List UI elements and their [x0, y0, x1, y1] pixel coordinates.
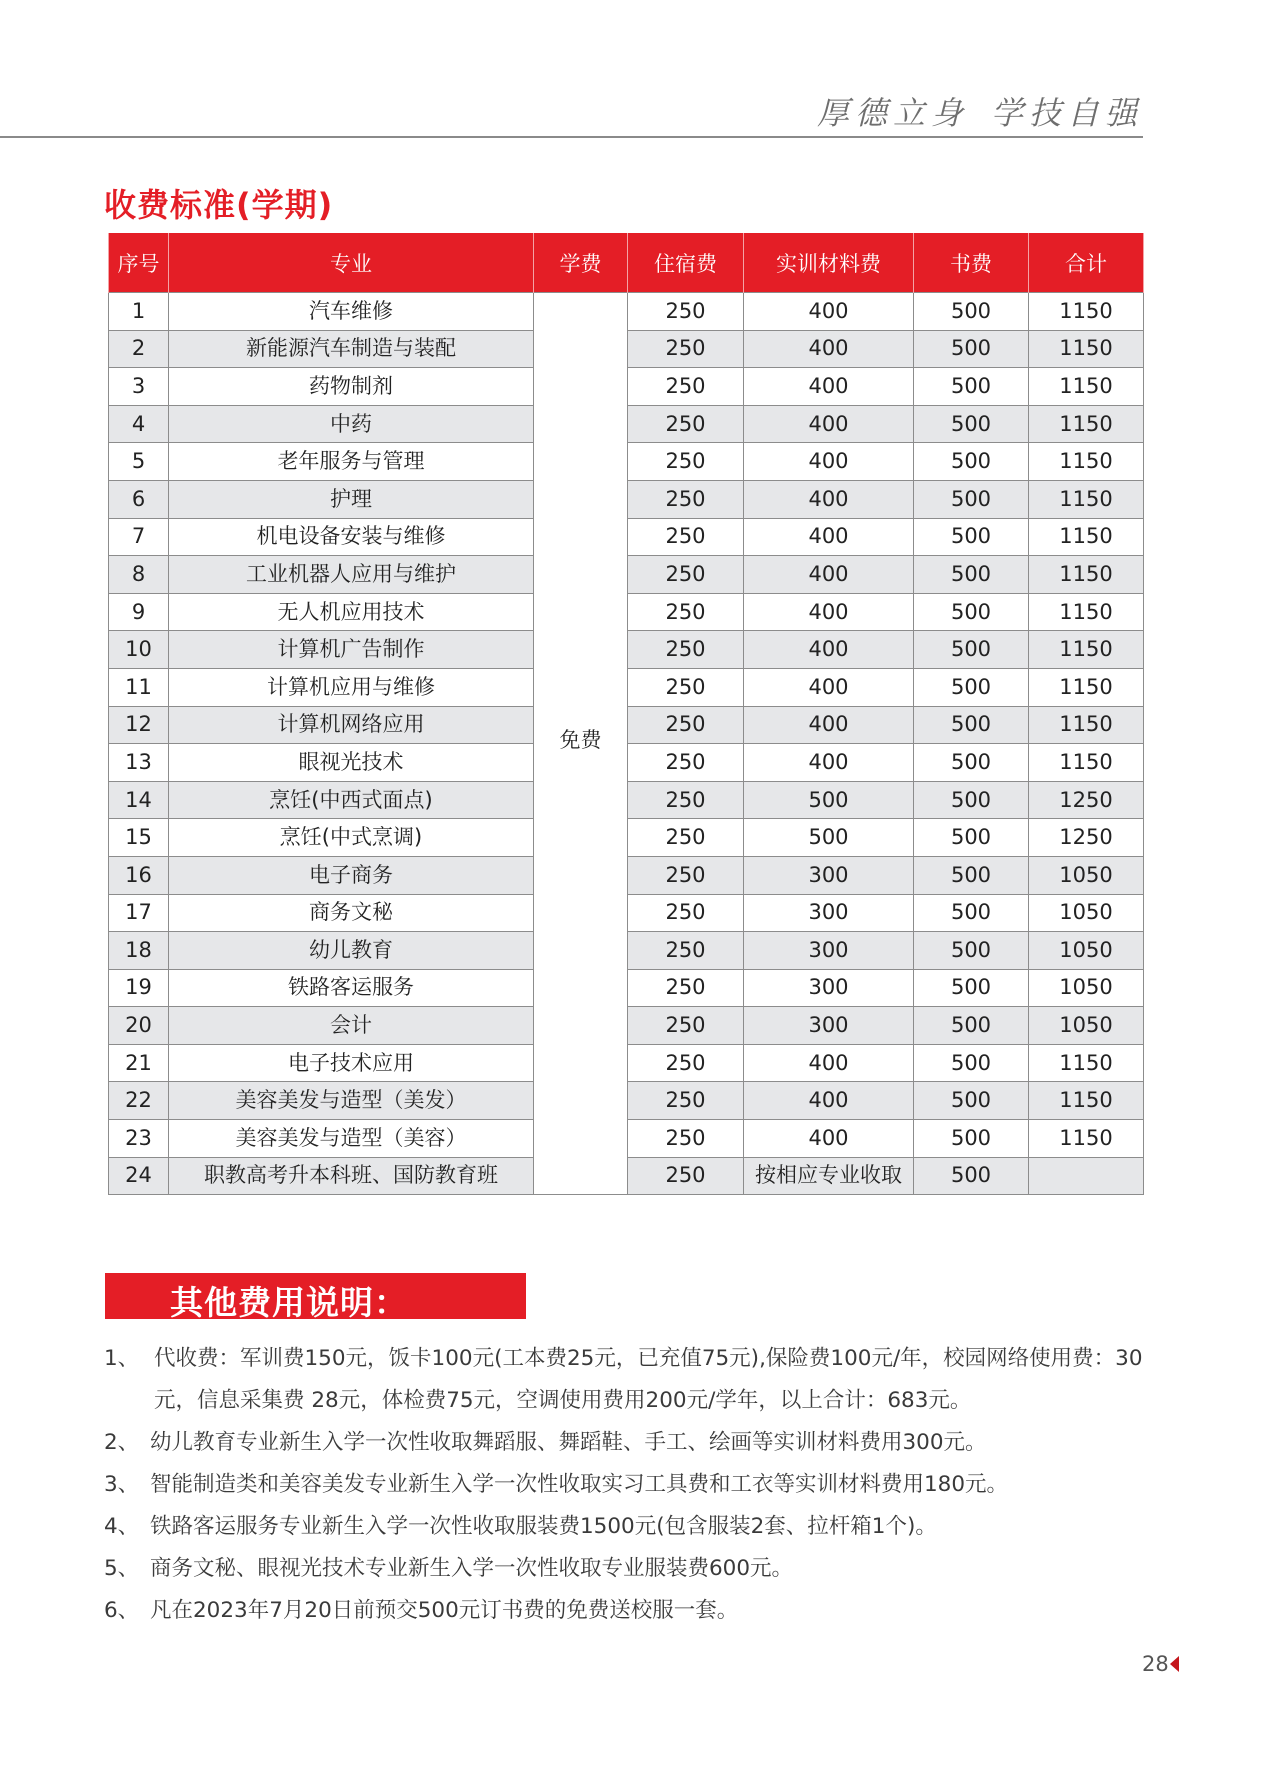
cell-major: 计算机广告制作 — [169, 631, 534, 669]
cell-book: 500 — [914, 631, 1029, 669]
cell-material: 400 — [744, 480, 914, 518]
cell-no: 22 — [109, 1082, 169, 1120]
cell-major: 美容美发与造型（美容） — [169, 1120, 534, 1158]
cell-major: 美容美发与造型（美发） — [169, 1082, 534, 1120]
note-item — [104, 1338, 1154, 1422]
cell-material: 400 — [744, 1120, 914, 1158]
cell-book: 500 — [914, 518, 1029, 556]
cell-material: 300 — [744, 969, 914, 1007]
cell-material: 300 — [744, 894, 914, 932]
cell-material: 300 — [744, 1007, 914, 1045]
cell-total: 1150 — [1029, 405, 1144, 443]
cell-dorm: 250 — [628, 781, 744, 819]
cell-total: 1250 — [1029, 819, 1144, 857]
cell-no: 20 — [109, 1007, 169, 1045]
fee-table — [108, 233, 1144, 1195]
cell-total: 1150 — [1029, 593, 1144, 631]
cell-total: 1150 — [1029, 330, 1144, 368]
cell-no: 12 — [109, 706, 169, 744]
cell-dorm: 250 — [628, 405, 744, 443]
cell-book: 500 — [914, 368, 1029, 406]
cell-total: 1150 — [1029, 556, 1144, 594]
cell-dorm: 250 — [628, 1120, 744, 1158]
cell-no: 14 — [109, 781, 169, 819]
cell-no: 8 — [109, 556, 169, 594]
cell-major: 工业机器人应用与维护 — [169, 556, 534, 594]
cell-major: 汽车维修 — [169, 293, 534, 331]
cell-no: 15 — [109, 819, 169, 857]
cell-total: 1050 — [1029, 932, 1144, 970]
note-text: 商务文秘、眼视光技术专业新生入学一次性收取专业服装费600元。 — [150, 1556, 794, 1581]
tuition-free-label: 免费 — [559, 728, 602, 753]
cell-material: 300 — [744, 932, 914, 970]
cell-major: 计算机应用与维修 — [169, 668, 534, 706]
cell-dorm: 250 — [628, 932, 744, 970]
note-item — [104, 1422, 1154, 1464]
cell-major: 电子商务 — [169, 856, 534, 894]
cell-major: 烹饪(中式烹调) — [169, 819, 534, 857]
cell-material: 400 — [744, 1044, 914, 1082]
cell-book: 500 — [914, 744, 1029, 782]
slogan-part-1: 厚德立身 — [816, 94, 969, 132]
cell-major: 电子技术应用 — [169, 1044, 534, 1082]
fee-table-body — [109, 293, 1144, 1195]
cell-book: 500 — [914, 593, 1029, 631]
cell-dorm: 250 — [628, 744, 744, 782]
cell-no: 24 — [109, 1157, 169, 1195]
cell-dorm: 250 — [628, 668, 744, 706]
cell-dorm: 250 — [628, 1007, 744, 1045]
page-number — [1142, 1652, 1179, 1676]
cell-book: 500 — [914, 932, 1029, 970]
note-number: 3、 — [104, 1472, 140, 1497]
cell-book: 500 — [914, 1157, 1029, 1195]
cell-dorm: 250 — [628, 1082, 744, 1120]
cell-total: 1150 — [1029, 631, 1144, 669]
cell-major: 新能源汽车制造与装配 — [169, 330, 534, 368]
note-text: 凡在2023年7月20日前预交500元订书费的免费送校服一套。 — [150, 1598, 739, 1623]
cell-dorm: 250 — [628, 518, 744, 556]
cell-total: 1150 — [1029, 668, 1144, 706]
cell-total: 1250 — [1029, 781, 1144, 819]
cell-dorm: 250 — [628, 330, 744, 368]
cell-total: 1150 — [1029, 744, 1144, 782]
cell-no: 18 — [109, 932, 169, 970]
cell-material: 400 — [744, 668, 914, 706]
cell-book: 500 — [914, 480, 1029, 518]
cell-major: 机电设备安装与维修 — [169, 518, 534, 556]
cell-major: 中药 — [169, 405, 534, 443]
cell-total: 1150 — [1029, 1120, 1144, 1158]
column-header-book: 书费 — [914, 233, 1029, 293]
cell-material: 400 — [744, 706, 914, 744]
cell-total: 1150 — [1029, 1082, 1144, 1120]
cell-material: 300 — [744, 856, 914, 894]
cell-material: 400 — [744, 556, 914, 594]
cell-material: 按相应专业收取 — [744, 1157, 914, 1195]
cell-no: 11 — [109, 668, 169, 706]
cell-no: 23 — [109, 1120, 169, 1158]
cell-material: 400 — [744, 1082, 914, 1120]
cell-book: 500 — [914, 819, 1029, 857]
other-fees-banner — [105, 1273, 526, 1322]
cell-major: 会计 — [169, 1007, 534, 1045]
note-item — [104, 1548, 1154, 1590]
note-number: 2、 — [104, 1430, 140, 1455]
cell-major: 药物制剂 — [169, 368, 534, 406]
cell-total: 1150 — [1029, 368, 1144, 406]
cell-dorm: 250 — [628, 969, 744, 1007]
other-fees-list — [104, 1338, 1154, 1632]
cell-material: 400 — [744, 518, 914, 556]
note-item — [104, 1506, 1154, 1548]
cell-book: 500 — [914, 894, 1029, 932]
cell-major: 幼儿教育 — [169, 932, 534, 970]
cell-material: 400 — [744, 330, 914, 368]
cell-dorm: 250 — [628, 556, 744, 594]
cell-dorm: 250 — [628, 1157, 744, 1195]
cell-book: 500 — [914, 1007, 1029, 1045]
note-number: 4、 — [104, 1514, 140, 1539]
cell-dorm: 250 — [628, 894, 744, 932]
cell-material: 400 — [744, 405, 914, 443]
cell-major: 商务文秘 — [169, 894, 534, 932]
cell-major: 无人机应用技术 — [169, 593, 534, 631]
cell-no: 13 — [109, 744, 169, 782]
page-number-value: 28 — [1142, 1652, 1169, 1676]
cell-book: 500 — [914, 969, 1029, 1007]
note-number: 6、 — [104, 1598, 140, 1623]
cell-no: 10 — [109, 631, 169, 669]
cell-material: 500 — [744, 781, 914, 819]
cell-total: 1150 — [1029, 293, 1144, 331]
cell-dorm: 250 — [628, 480, 744, 518]
cell-dorm: 250 — [628, 593, 744, 631]
cell-dorm: 250 — [628, 1044, 744, 1082]
cell-no: 4 — [109, 405, 169, 443]
cell-major: 老年服务与管理 — [169, 443, 534, 481]
cell-book: 500 — [914, 1120, 1029, 1158]
column-header-material: 实训材料费 — [744, 233, 914, 293]
cell-book: 500 — [914, 293, 1029, 331]
cell-major: 烹饪(中西式面点) — [169, 781, 534, 819]
note-text: 幼儿教育专业新生入学一次性收取舞蹈服、舞蹈鞋、手工、绘画等实训材料费用300元。 — [150, 1430, 987, 1455]
cell-no: 19 — [109, 969, 169, 1007]
cell-dorm: 250 — [628, 631, 744, 669]
cell-no: 17 — [109, 894, 169, 932]
cell-book: 500 — [914, 706, 1029, 744]
cell-dorm: 250 — [628, 706, 744, 744]
cell-no: 3 — [109, 368, 169, 406]
cell-no: 5 — [109, 443, 169, 481]
cell-total — [1029, 1157, 1144, 1195]
cell-dorm: 250 — [628, 293, 744, 331]
header-divider — [0, 136, 1143, 138]
cell-total: 1150 — [1029, 706, 1144, 744]
cell-book: 500 — [914, 668, 1029, 706]
cell-no: 2 — [109, 330, 169, 368]
note-text: 铁路客运服务专业新生入学一次性收取服装费1500元(包含服装2套、拉杆箱1个)。 — [150, 1514, 937, 1539]
cell-book: 500 — [914, 330, 1029, 368]
cell-no: 6 — [109, 480, 169, 518]
note-number: 1、 — [104, 1346, 140, 1371]
column-header-no: 序号 — [109, 233, 169, 293]
cell-material: 400 — [744, 744, 914, 782]
cell-material: 400 — [744, 368, 914, 406]
cell-material: 400 — [744, 631, 914, 669]
cell-dorm: 250 — [628, 819, 744, 857]
cell-no: 1 — [109, 293, 169, 331]
cell-book: 500 — [914, 556, 1029, 594]
column-header-tuition: 学费 — [534, 233, 628, 293]
cell-total: 1050 — [1029, 1007, 1144, 1045]
triangle-left-icon — [1170, 1656, 1179, 1672]
cell-material: 400 — [744, 293, 914, 331]
cell-major: 铁路客运服务 — [169, 969, 534, 1007]
cell-book: 500 — [914, 856, 1029, 894]
column-header-major: 专业 — [169, 233, 534, 293]
note-number: 5、 — [104, 1556, 140, 1581]
cell-major: 职教高考升本科班、国防教育班 — [169, 1157, 534, 1195]
cell-dorm: 250 — [628, 443, 744, 481]
other-fees-heading: 其他费用说明： — [170, 1283, 408, 1322]
column-header-dorm: 住宿费 — [628, 233, 744, 293]
cell-major: 计算机网络应用 — [169, 706, 534, 744]
cell-total: 1150 — [1029, 1044, 1144, 1082]
cell-total: 1050 — [1029, 894, 1144, 932]
cell-dorm: 250 — [628, 856, 744, 894]
cell-material: 500 — [744, 819, 914, 857]
column-header-total: 合计 — [1029, 233, 1144, 293]
cell-book: 500 — [914, 443, 1029, 481]
cell-total: 1050 — [1029, 856, 1144, 894]
header-slogan — [817, 88, 1143, 134]
slogan-part-2: 学技自强 — [990, 94, 1143, 132]
cell-total: 1150 — [1029, 518, 1144, 556]
note-item — [104, 1464, 1154, 1506]
cell-no: 9 — [109, 593, 169, 631]
page-title: 收费标准(学期) — [104, 186, 334, 224]
note-text: 智能制造类和美容美发专业新生入学一次性收取实习工具费和工衣等实训材料费用180元。 — [150, 1472, 1009, 1497]
cell-tuition-merged — [534, 293, 628, 1195]
cell-book: 500 — [914, 1082, 1029, 1120]
note-text: 代收费：军训费150元，饭卡100元(工本费25元，已充值75元),保险费100元/年，校园网络使用费：30元，信息采集费 28元，体检费75元，空调使用费用200元/学年，以上合计：683元。 — [154, 1346, 1143, 1413]
cell-major: 眼视光技术 — [169, 744, 534, 782]
cell-major: 护理 — [169, 480, 534, 518]
note-item — [104, 1590, 1154, 1632]
table-header-row — [109, 233, 1144, 293]
cell-total: 1150 — [1029, 443, 1144, 481]
cell-book: 500 — [914, 405, 1029, 443]
cell-no: 7 — [109, 518, 169, 556]
cell-no: 21 — [109, 1044, 169, 1082]
cell-no: 16 — [109, 856, 169, 894]
cell-book: 500 — [914, 781, 1029, 819]
cell-total: 1050 — [1029, 969, 1144, 1007]
table-row — [109, 293, 1144, 331]
cell-material: 400 — [744, 443, 914, 481]
cell-material: 400 — [744, 593, 914, 631]
cell-dorm: 250 — [628, 368, 744, 406]
cell-book: 500 — [914, 1044, 1029, 1082]
cell-total: 1150 — [1029, 480, 1144, 518]
